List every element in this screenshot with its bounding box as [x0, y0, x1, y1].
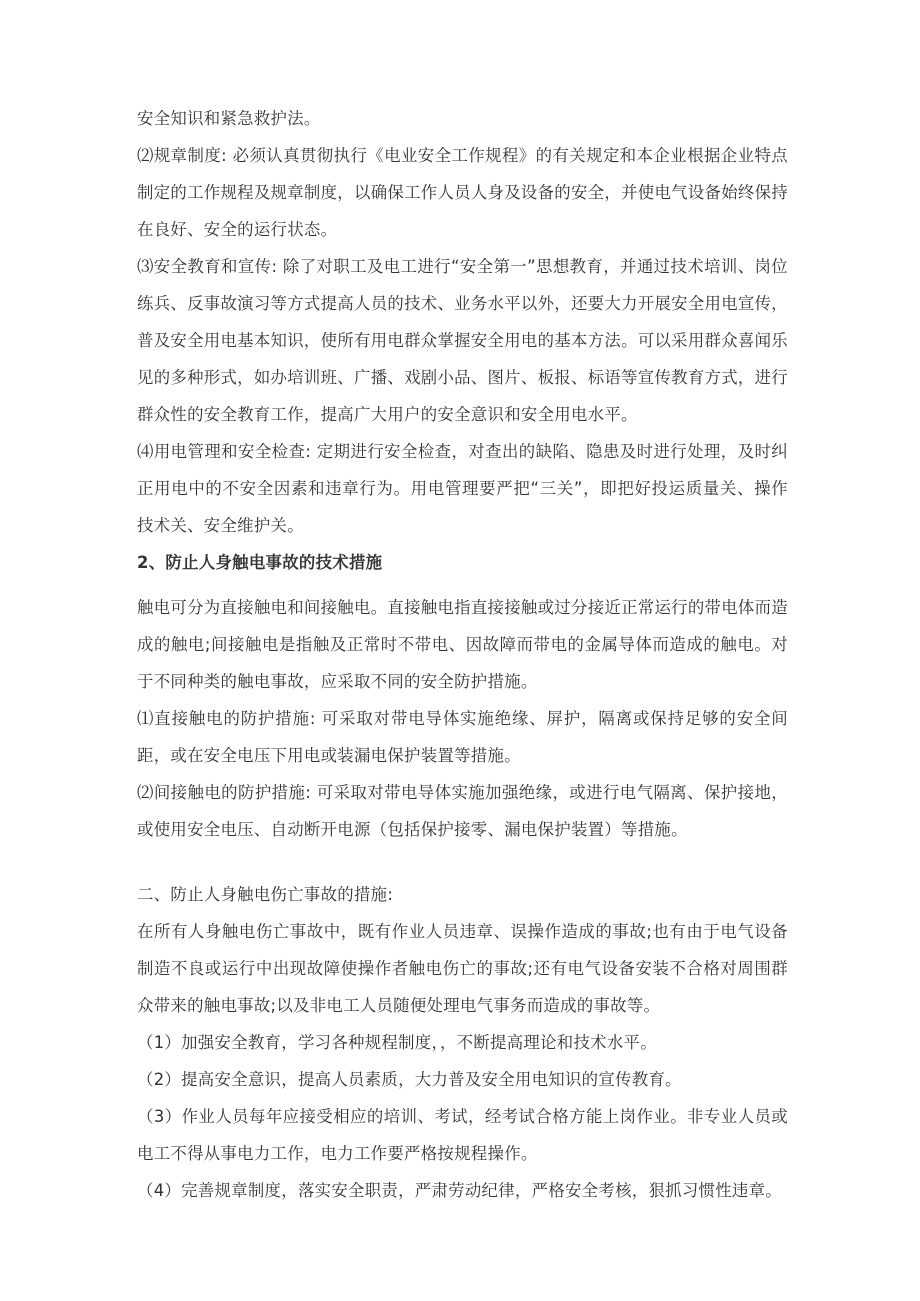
paragraph-shock-types: 触电可分为直接触电和间接触电。直接触电指直接接触或过分接近正常运行的带电体而造成的触电;间接触电是指触及正常时不带电、因故障而带电的金属导体而造成的触电。对于不同种类的触电事故，应采取不同的安全防护措施。	[137, 598, 788, 691]
list-item-2: （2）提高安全意识，提高人员素质，大力普及安全用电知识的宣传教育。	[137, 1070, 682, 1089]
paragraph-safety-inspection: ⑷用电管理和安全检查: 定期进行安全检查，对查出的缺陷、隐患及时进行处理，及时纠正用电中的不安全因素和违章行为。用电管理要严把“三关”，即把好投运质量关、操作技术关、安全维护关。	[137, 442, 788, 535]
paragraph-indirect-contact-protection: ⑵间接触电的防护措施: 可采取对带电导体实施加强绝缘，或进行电气隔离、保护接地，或使用安全电压、自动断开电源（包括保护接零、漏电保护装置）等措施。	[137, 783, 788, 839]
list-item-1: （1）加强安全教育，学习各种规程制度，，不断提高理论和技术水平。	[137, 1033, 657, 1052]
paragraph-direct-contact-protection: ⑴直接触电的防护措施: 可采取对带电导体实施绝缘、屏护，隔离或保持足够的安全间距，或在安全电压下用电或装漏电保护装置等措施。	[137, 709, 788, 765]
paragraph-accident-causes: 在所有人身触电伤亡事故中，既有作业人员违章、误操作造成的事故;也有由于电气设备制造不良或运行中出现故障使操作者触电伤亡的事故;还有电气设备安装不合格对周围群众带来的触电事故;以及非电工人员随便处理电气事务而造成的事故等。	[137, 922, 788, 1015]
paragraph-continuation: 安全知识和紧急救护法。	[137, 109, 321, 128]
section-heading-technical-measures: 2、防止人身触电事故的技术措施	[137, 553, 383, 572]
paragraph-safety-education: ⑶安全教育和宣传: 除了对职工及电工进行“安全第一”思想教育，并通过技术培训、岗位练兵、反事故演习等方式提高人员的技术、业务水平以外，还要大力开展安全用电宣传，普及安全用电基本知识，使所有用电群众掌握安全用电的基本方法。可以采用群众喜闻乐见的多种形式，如办培训班、广播、戏剧小品、图片、板报、标语等宣传教育方式，进行群众性的安全教育工作，提高广大用户的安全意识和安全用电水平。	[137, 257, 788, 424]
list-item-4: （4）完善规章制度，落实安全职责，严肃劳动纪律，严格安全考核，狠抓习惯性违章。	[137, 1181, 782, 1200]
paragraph-rules-regulations: ⑵规章制度: 必须认真贯彻执行《电业安全工作规程》的有关规定和本企业根据企业特点制定的工作规程及规章制度，以确保工作人员人身及设备的安全，并使电气设备始终保持在良好、安全的运行状态。	[137, 146, 788, 239]
section-heading-casualty-measures: 二、防止人身触电伤亡事故的措施:	[137, 885, 394, 904]
list-item-3: （3）作业人员每年应接受相应的培训、考试，经考试合格方能上岗作业。非专业人员或电工不得从事电力工作，电力工作要严格按规程操作。	[137, 1107, 788, 1163]
